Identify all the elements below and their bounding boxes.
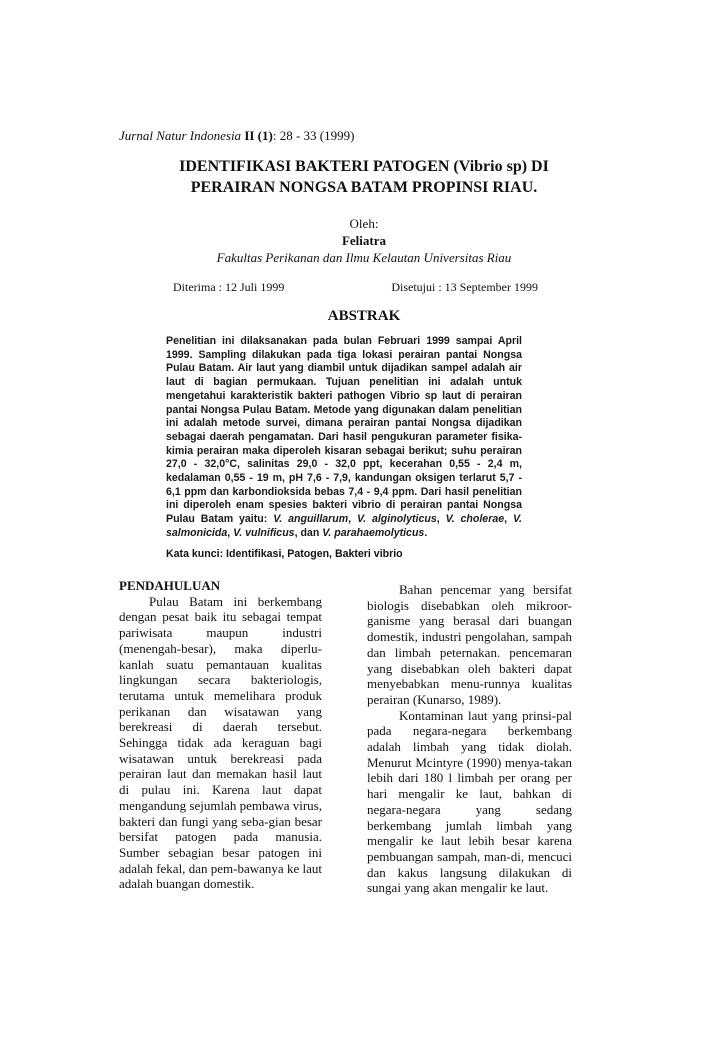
journal-volume: II (1) bbox=[244, 128, 273, 143]
author-name: Feliatra bbox=[341, 233, 387, 248]
abstract-body: Penelitian ini dilaksanakan pada bulan Februari 1999 sampai April 1999. Sampling dilakukan pada tiga lokasi perairan pantai Nongsa Pulau Batam. Air laut yang diambil untuk dijadikan sampel adalah air laut di bagian permukaan. Tujuan penelitian ini adalah untuk mengetahui karakteristik bakteri pathogen Vibrio sp laut di perairan pantai Nongsa Pulau Batam. Metode yang digunakan dalam penelitian ini adalah metode survei, dimana perairan pantai Nongsa dijadikan sebagai daerah pengamatan. Dari hasil pengukuran parameter fisika-kimia perairan maka diperoleh kisaran sebagai berikut; suhu perairan 27,0 - 32,0°C, salinitas 29,0 - 32,0 ppt, kecerahan 0,55 - 2,4 m, kedalaman 0,55 - 19 m, pH 7,6 - 7,9, kandungan oksigen terlarut 5,7 - 6,1 ppm dan karbondioksida bebas 7,4 - 9,4 ppm. Dari hasil penelitian ini diperoleh enam spesies bakteri vibrio di perairan pantai Nongsa Pulau Batam yaitu: V. anguillarum, V. alginolyticus, V. cholerae, V. salmonicida, V. vulnificus, dan V. parahaemolyticus. bbox=[166, 335, 523, 539]
journal-name: Jurnal Natur Indonesia bbox=[119, 128, 242, 143]
paper-title-line-2: PERAIRAN NONGSA BATAM PROPINSI RIAU. bbox=[190, 179, 538, 196]
accepted-date: Disetujui : 13 September 1999 bbox=[391, 280, 538, 294]
species-4: V. salmonicida bbox=[166, 513, 523, 539]
paper-title bbox=[100, 156, 628, 198]
author-affiliation: Fakultas Perikanan dan Ilmu Kelautan Universitas Riau bbox=[216, 250, 512, 265]
byline-label: Oleh: bbox=[349, 216, 379, 231]
submission-dates bbox=[173, 280, 538, 295]
body-paragraph: Kontaminan laut yang prinsi-pal pada negara-negara berkembang adalah limbah yang tidak diolah. Menurut Mcintyre (1990) menya-takan lebih dari 180 l limbah per orang per hari mengalir ke laut, bahkan di negara-negara yang sedang berkembang jumlah limbah yang mengalir ke laut lebih besar karena pembuangan sampah, man-di, mencuci dan kakus langsung dilakukan di sungai yang akan mengalir ke laut. bbox=[367, 707, 572, 896]
species-3: V. cholerae bbox=[445, 513, 505, 526]
section-heading: PENDAHULUAN bbox=[119, 578, 221, 593]
body-column-left bbox=[119, 578, 322, 892]
received-date: Diterima : 12 Juli 1999 bbox=[173, 280, 285, 294]
species-5: V. vulnificus bbox=[233, 526, 295, 539]
journal-pages: : 28 - 33 (1999) bbox=[272, 128, 355, 143]
species-1: V. anguillarum bbox=[273, 513, 349, 526]
species-2: V. alginolyticus bbox=[357, 513, 437, 526]
species-6: V. parahaemolyticus bbox=[322, 526, 425, 539]
journal-citation bbox=[119, 128, 354, 144]
body-paragraph: Bahan pencemar yang bersifat biologis disebabkan oleh mikroor-ganisme yang berasal dari buangan domestik, industri pengolahan, sampah dan limbah peternakan. pencemaran yang disebabkan oleh bakteri dapat menyebabkan menu-runnya kualitas perairan (Kunarso, 1989). bbox=[367, 582, 572, 707]
keywords: Kata kunci: Identifikasi, Patogen, Bakteri vibrio bbox=[166, 548, 403, 560]
body-column-right bbox=[367, 582, 572, 896]
body-paragraph: Pulau Batam ini berkembang dengan pesat baik itu sebagai tempat pariwisata maupun industri (menengah-besar), maka diperlu-kanlah suatu pemantauan kualitas lingkungan secara bakteriologis, terutama untuk memelihara produk perikanan dan wisatawan yang berekreasi di daerah tersebut. Sehingga tidak ada keraguan bagi wisatawan untuk berekreasi pada perairan laut dan memakan hasil laut di pulau ini. Karena laut dapat mengandung sejumlah pembawa virus, bakteri dan fungi yang seba-gian besar bersifat patogen pada manusia. Sumber sebagian besar patogen ini adalah fekal, dan pem-bawanya ke laut adalah buangan domestik. bbox=[119, 593, 322, 892]
abstract-text: Penelitian ini dilaksanakan pada bulan Februari 1999 sampai April 1999. Sampling dilakukan pada tiga lokasi perairan pantai Nongsa Pulau Batam. Air laut yang diambil untuk dijadikan sampel adalah air laut di bagian permukaan. Tujuan penelitian ini adalah untuk mengetahui karakteristik bakteri pathogen Vibrio sp laut di perairan pantai Nongsa Pulau Batam. Metode yang digunakan dalam penelitian ini adalah metode survei, dimana perairan pantai Nongsa dijadikan sebagai daerah pengamatan. Dari hasil pengukuran parameter fisika-kimia perairan maka diperoleh kisaran sebagai berikut; suhu perairan 27,0 - 32,0°C, salinitas 29,0 - 32,0 ppt, kecerahan 0,55 - 2,4 m, kedalaman 0,55 - 19 m, pH 7,6 - 7,9, kandungan oksigen terlarut 5,7 - 6,1 ppm dan karbondioksida bebas 7,4 - 9,4 ppm. Dari hasil penelitian ini diperoleh enam spesies bakteri vibrio di perairan pantai Nongsa Pulau Batam yaitu: bbox=[166, 335, 522, 526]
species-conjunction: dan bbox=[300, 526, 320, 539]
abstract-heading: ABSTRAK bbox=[327, 308, 401, 324]
paper-title-line-1: IDENTIFIKASI BAKTERI PATOGEN (Vibrio sp) DI bbox=[179, 158, 549, 175]
